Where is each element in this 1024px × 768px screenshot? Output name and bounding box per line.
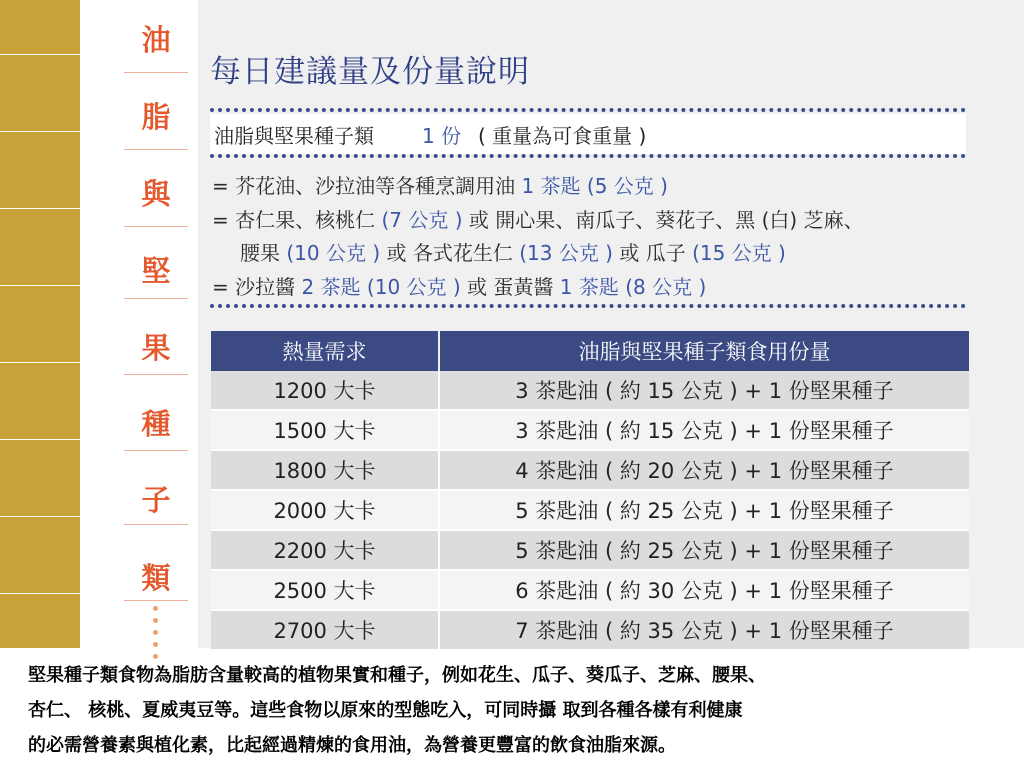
table-header-row: [211, 331, 969, 371]
table-row: [211, 371, 969, 410]
serving-subheader: [210, 114, 966, 154]
calorie-cell: 2700 大卡: [211, 610, 439, 650]
vertical-title-divider: [124, 450, 188, 451]
dotted-divider: [210, 304, 966, 308]
calorie-cell: 2500 大卡: [211, 570, 439, 610]
page-title: 每日建議量及份量說明: [210, 54, 530, 90]
dotted-divider: [210, 154, 966, 158]
dotted-divider: [210, 108, 966, 112]
vertical-title-char: 油: [141, 23, 171, 57]
equivalent-amount: 2 茶匙 (10 公克 ): [301, 275, 461, 299]
strip-divider: [0, 208, 80, 209]
equivalent-amount: (13 公克 ): [519, 241, 613, 265]
vertical-title-char: 種: [141, 407, 171, 441]
strip-divider: [0, 593, 80, 594]
equivalent-text: = 杏仁果、核桃仁: [212, 208, 376, 232]
equivalent-amount: 1 茶匙 (8 公克 ): [559, 275, 707, 299]
paragraph-line: 杏仁、 核桃、夏威夷豆等。這些食物以原來的型態吃入，可同時攝 取到各種各樣有利健康: [28, 700, 743, 721]
table-row: [211, 410, 969, 450]
dot-decoration: [153, 630, 158, 635]
vertical-title: [120, 0, 192, 660]
vertical-title-char: 子: [141, 483, 171, 517]
serving-cell: 3 茶匙油 ( 約 15 公克 ) + 1 份堅果種子: [439, 371, 969, 410]
paragraph-line: 的必需營養素與植化素，比起經過精煉的食用油，為營養更豐富的飲食油脂來源。: [28, 735, 676, 756]
paragraph-line: 堅果種子類食物為脂肪含量較高的植物果實和種子，例如花生、瓜子、葵瓜子、芝麻、腰果、: [28, 665, 766, 686]
table-row: [211, 450, 969, 490]
serving-cell: 3 茶匙油 ( 約 15 公克 ) + 1 份堅果種子: [439, 410, 969, 450]
vertical-title-divider: [124, 374, 188, 375]
vertical-title-divider: [124, 600, 188, 601]
table-row: [211, 610, 969, 650]
serving-cell: 5 茶匙油 ( 約 25 公克 ) + 1 份堅果種子: [439, 490, 969, 530]
strip-divider: [0, 54, 80, 55]
calorie-serving-table: [211, 331, 969, 651]
equivalent-amount: (10 公克 ): [286, 241, 381, 265]
subheader-label: 油脂與堅果種子類: [214, 124, 374, 148]
table-row: [211, 570, 969, 610]
table-row: [211, 530, 969, 570]
vertical-title-char: 與: [141, 177, 171, 211]
equivalent-line: [212, 170, 668, 199]
dot-decoration: [153, 642, 158, 647]
column-header-calories: 熱量需求: [211, 331, 439, 371]
calorie-cell: 2200 大卡: [211, 530, 439, 570]
equivalent-amount: (7 公克 ): [381, 208, 463, 232]
equivalent-text: 腰果: [240, 241, 280, 265]
vertical-title-char: 脂: [141, 100, 171, 134]
vertical-title-char: 堅: [141, 254, 171, 288]
equivalent-text: 或 各式花生仁: [386, 241, 513, 265]
equivalent-line: [212, 204, 864, 233]
calorie-cell: 1500 大卡: [211, 410, 439, 450]
strip-divider: [0, 131, 80, 132]
serving-cell: 6 茶匙油 ( 約 30 公克 ) + 1 份堅果種子: [439, 570, 969, 610]
equivalent-text: 或 蛋黃醬: [467, 275, 554, 299]
serving-cell: 4 茶匙油 ( 約 20 公克 ) + 1 份堅果種子: [439, 450, 969, 490]
equivalent-text: = 沙拉醬: [212, 275, 296, 299]
dot-decoration: [153, 606, 158, 611]
vertical-title-divider: [124, 298, 188, 299]
strip-divider: [0, 516, 80, 517]
calorie-cell: 1800 大卡: [211, 450, 439, 490]
description-paragraph: [28, 658, 1008, 763]
equivalent-line: [212, 271, 706, 300]
vertical-title-char: 類: [141, 561, 171, 595]
calorie-cell: 1200 大卡: [211, 371, 439, 410]
vertical-title-char: 果: [141, 331, 171, 365]
strip-divider: [0, 362, 80, 363]
equivalent-amount: (15 公克 ): [692, 241, 786, 265]
equivalent-text: = 芥花油、沙拉油等各種烹調用油: [212, 174, 516, 198]
vertical-title-divider: [124, 524, 188, 525]
column-header-servings: 油脂與堅果種子類食用份量: [439, 331, 969, 371]
vertical-title-divider: [124, 226, 188, 227]
equivalent-line: [240, 237, 786, 266]
subheader-count: 1 份: [422, 124, 462, 148]
strip-divider: [0, 439, 80, 440]
table-row: [211, 490, 969, 530]
gold-side-strip: [0, 0, 80, 648]
equivalent-amount: 1 茶匙 (5 公克 ): [521, 174, 668, 198]
equivalent-text: 或 瓜子: [619, 241, 686, 265]
subheader-note: ( 重量為可食重量 ): [478, 124, 647, 148]
calorie-cell: 2000 大卡: [211, 490, 439, 530]
serving-cell: 7 茶匙油 ( 約 35 公克 ) + 1 份堅果種子: [439, 610, 969, 650]
equivalent-text: 或 開心果、南瓜子、葵花子、黑 (白) 芝麻、: [468, 208, 864, 232]
vertical-title-divider: [124, 149, 188, 150]
serving-cell: 5 茶匙油 ( 約 25 公克 ) + 1 份堅果種子: [439, 530, 969, 570]
dot-decoration: [153, 618, 158, 623]
vertical-title-divider: [124, 72, 188, 73]
strip-divider: [0, 285, 80, 286]
